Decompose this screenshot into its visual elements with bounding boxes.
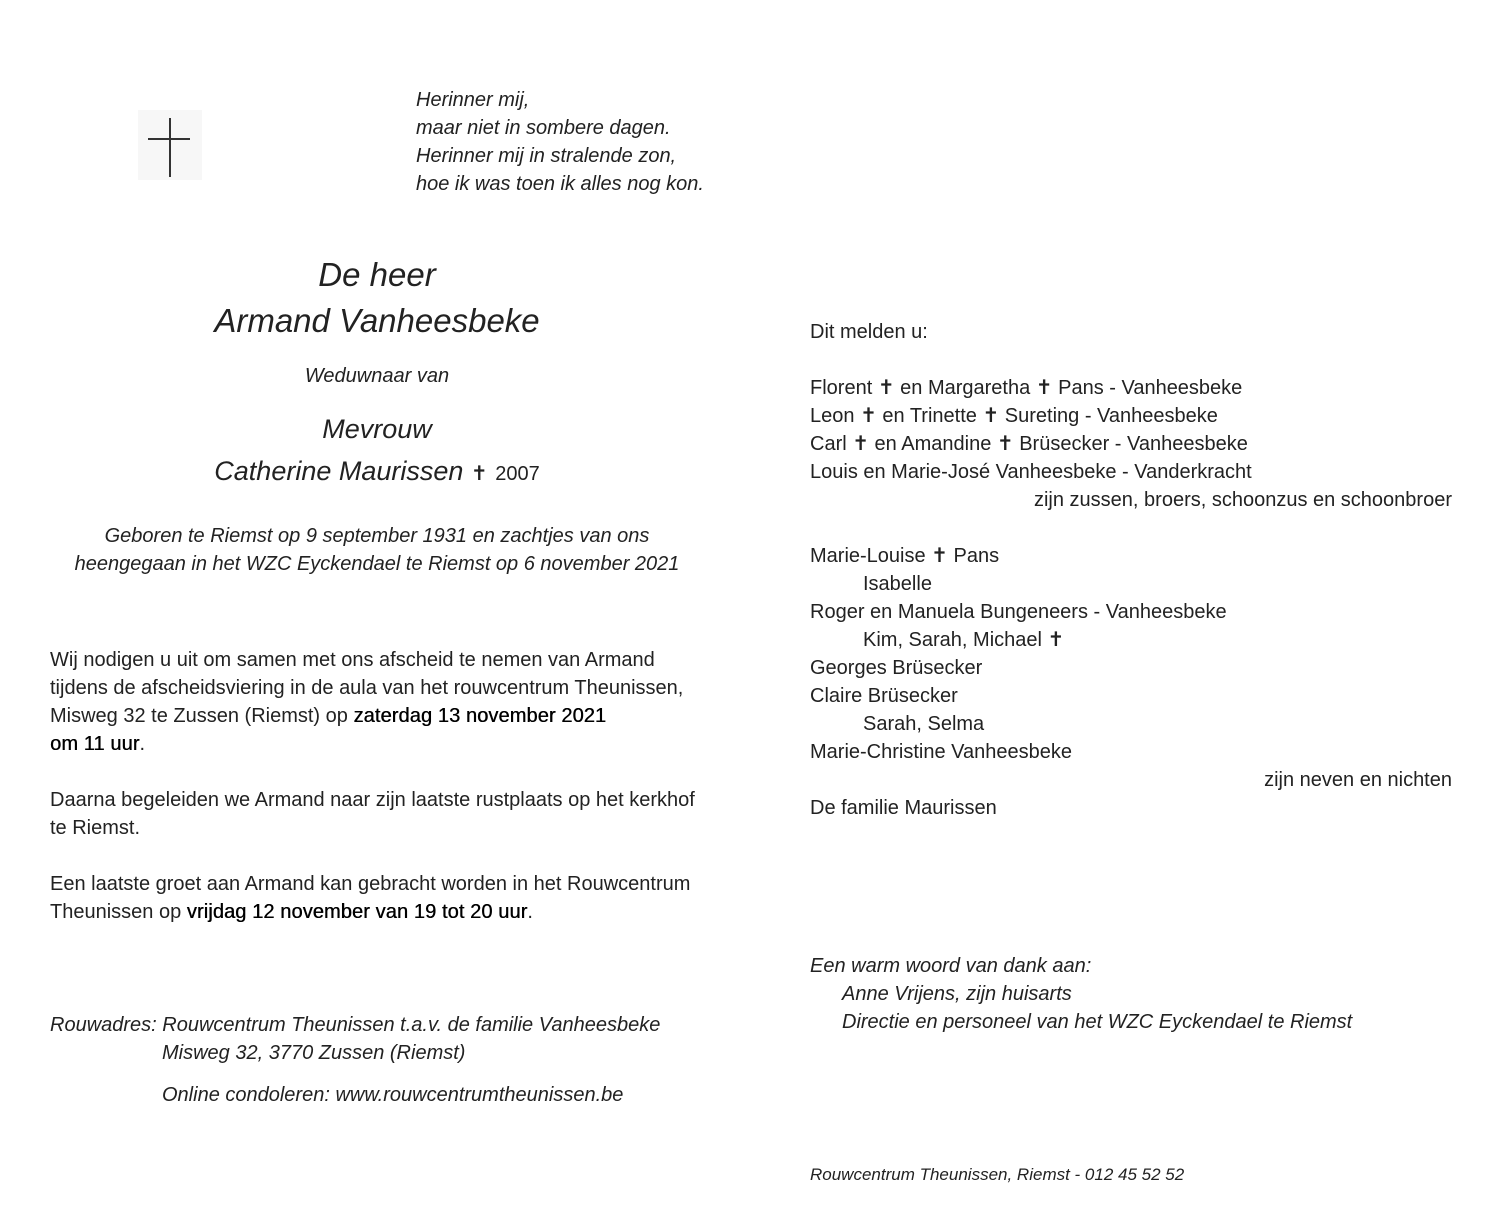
widower-of-label: Weduwnaar van: [304, 365, 450, 387]
list-item: Claire Brüsecker: [810, 685, 958, 707]
list-item: [810, 626, 1452, 654]
announce-label: Dit melden u:: [810, 321, 928, 343]
cross-icon: ✝: [1047, 629, 1065, 651]
invitation-line: tijdens de afscheidsviering in de aula van het rouwcentrum Theunissen,: [50, 677, 684, 699]
birth-death-line: heengegaan in het WZC Eyckendael te Riemst op 6 november 2021: [74, 553, 680, 575]
last-greeting-span: Theunissen op: [50, 901, 187, 923]
invitation-text-span: Misweg 32 te Zussen (Riemst) op: [50, 705, 354, 727]
last-greeting-line: Een laatste groet aan Armand kan gebracht worden in het Rouwcentrum: [50, 873, 691, 895]
thanks-block: [810, 952, 1452, 1036]
relative-name: Florent: [810, 377, 878, 399]
poem: [416, 86, 704, 198]
relative-name: Pans: [947, 545, 1000, 567]
relative-name: Brüsecker - Vanheesbeke: [1013, 433, 1248, 455]
list-item: Louis en Marie-José Vanheesbeke - Vanderkracht: [810, 461, 1252, 483]
deceased-name: Armand Vanheesbeke: [214, 302, 540, 339]
mourning-address-line: Misweg 32, 3770 Zussen (Riemst): [162, 1042, 466, 1064]
burial-text: [50, 786, 750, 842]
spouse-name: Catherine Maurissen: [214, 456, 464, 486]
ceremony-date: zaterdag 13 november 2021: [353, 705, 607, 727]
invitation-text: [50, 646, 750, 758]
list-item: Georges Brüsecker: [810, 657, 983, 679]
list-item: Sarah, Selma: [863, 713, 985, 735]
ceremony-time: om 11 uur: [50, 733, 140, 755]
list-item: [810, 374, 1452, 402]
relative-name: Kim, Sarah, Michael: [863, 629, 1048, 651]
cross-icon: ✝: [1035, 377, 1053, 399]
footer-funeral-home: Rouwcentrum Theunissen, Riemst - 012 45 52 52: [810, 1165, 1185, 1184]
cross-icon: ✝: [852, 433, 869, 455]
spacer: [810, 514, 1452, 542]
poem-line: maar niet in sombere dagen.: [416, 117, 671, 139]
thanks-line: Directie en personeel van het WZC Eyckendael te Riemst: [842, 1011, 1353, 1033]
relation-caption: zijn neven en nichten: [1264, 769, 1452, 791]
relative-name: Marie-Louise: [810, 545, 932, 567]
cross-icon: ✝: [860, 405, 877, 427]
cross-icon: ✝: [470, 463, 488, 485]
cross-icon: ✝: [996, 433, 1014, 455]
thanks-line: Anne Vrijens, zijn huisarts: [842, 983, 1072, 1005]
cross-icon: ✝: [877, 377, 895, 399]
relative-name: en Trinette: [876, 405, 983, 427]
invitation-text-span: .: [139, 733, 146, 755]
mourning-address-line: Rouwadres: Rouwcentrum Theunissen t.a.v. de familie Vanheesbeke: [50, 1014, 661, 1036]
relative-name: Leon: [810, 405, 861, 427]
poem-line: hoe ik was toen ik alles nog kon.: [416, 173, 704, 195]
thanks-intro: Een warm woord van dank aan:: [810, 955, 1092, 977]
last-greeting-text: [50, 870, 750, 926]
list-item: [810, 430, 1452, 458]
list-item: Isabelle: [863, 573, 932, 595]
online-condolence: Online condoleren: www.rouwcentrumtheunissen.be: [162, 1084, 624, 1106]
spouse-death-year: 2007: [495, 463, 540, 485]
relation-caption: zijn zussen, broers, schoonzus en schoonbroer: [1033, 489, 1452, 511]
relatives-list: [810, 374, 1452, 822]
list-item: Marie-Christine Vanheesbeke: [810, 741, 1072, 763]
poem-line: Herinner mij,: [416, 89, 530, 111]
visitation-time: vrijdag 12 november van 19 tot 20 uur: [186, 901, 528, 923]
last-greeting-line: [50, 898, 750, 926]
invitation-line: [50, 730, 750, 758]
relative-name: Carl: [810, 433, 853, 455]
list-item: [810, 402, 1452, 430]
invitation-line: Wij nodigen u uit om samen met ons afscheid te nemen van Armand: [50, 649, 655, 671]
poem-line: Herinner mij in stralende zon,: [416, 145, 677, 167]
spouse-line: [27, 452, 727, 493]
spouse-salutation: Mevrouw: [322, 414, 432, 444]
title-salutation: De heer: [318, 256, 436, 293]
mourning-address: [50, 1011, 750, 1067]
list-item: De familie Maurissen: [810, 797, 997, 819]
invitation-line: [50, 702, 750, 730]
birth-death-text: [27, 522, 727, 578]
burial-line: te Riemst.: [50, 817, 141, 839]
cross-icon: ✝: [982, 405, 1000, 427]
list-item: Roger en Manuela Bungeneers - Vanheesbeke: [810, 601, 1227, 623]
cross-icon: [138, 110, 202, 180]
last-greeting-span: .: [527, 901, 533, 923]
relative-name: en Amandine: [869, 433, 997, 455]
relative-name: Sureting - Vanheesbeke: [999, 405, 1218, 427]
burial-line: Daarna begeleiden we Armand naar zijn laatste rustplaats op het kerkhof: [50, 789, 695, 811]
relative-name: Pans - Vanheesbeke: [1052, 377, 1243, 399]
birth-death-line: Geboren te Riemst op 9 september 1931 en zachtjes van ons: [104, 525, 650, 547]
cross-icon: ✝: [931, 545, 948, 567]
relative-name: en Margaretha: [894, 377, 1036, 399]
list-item: [810, 542, 1452, 570]
